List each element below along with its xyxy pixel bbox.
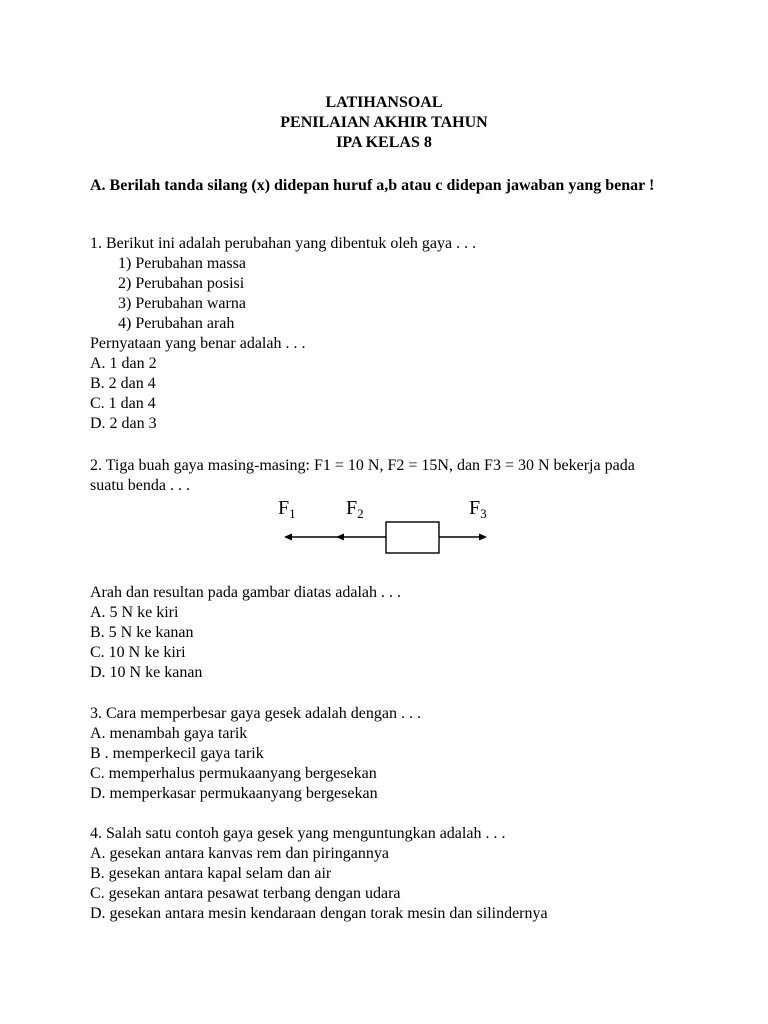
question-4-stem: 4. Salah satu contoh gaya gesek yang menguntungkan adalah . . . — [90, 825, 506, 842]
question-1 — [90, 234, 690, 434]
question-4 — [90, 824, 690, 924]
question-1-item: 2) Perubahan posisi — [118, 275, 245, 292]
question-4-option-d: D. gesekan antara mesin kendaraan dengan torak mesin dan silindernya — [90, 905, 548, 922]
force-diagram — [270, 492, 500, 562]
object-box — [386, 522, 439, 553]
question-2-prompt: Arah dan resultan pada gambar diatas adalah . . . — [90, 584, 401, 601]
question-1-option-a: A. 1 dan 2 — [90, 355, 157, 372]
force-label-f2: $F_2$ — [346, 497, 364, 521]
question-3-option-a: A. menambah gaya tarik — [90, 725, 248, 742]
force-label-f3: $F_3$ — [469, 497, 487, 521]
question-1-option-c: C. 1 dan 4 — [90, 395, 156, 412]
question-1-item: 3) Perubahan warna — [118, 295, 246, 312]
question-1-prompt: Pernyataan yang benar adalah . . . — [90, 335, 306, 352]
question-2 — [90, 456, 690, 496]
question-2-option-d: D. 10 N ke kanan — [90, 664, 203, 681]
title-line-3: IPA KELAS 8 — [336, 134, 432, 151]
arrowhead-f2 — [336, 534, 344, 541]
question-2-option-a: A. 5 N ke kiri — [90, 604, 179, 621]
question-1-item: 4) Perubahan arah — [118, 315, 235, 332]
question-4-option-b: B. gesekan antara kapal selam dan air — [90, 865, 332, 882]
question-2-option-b: B. 5 N ke kanan — [90, 624, 194, 641]
question-1-item: 1) Perubahan massa — [118, 255, 246, 272]
question-3-option-d: D. memperkasar permukaanyang bergesekan — [90, 785, 378, 802]
question-3-stem: 3. Cara memperbesar gaya gesek adalah dengan . . . — [90, 705, 421, 722]
question-2-answers — [90, 583, 690, 683]
section-instruction: A. Berilah tanda silang (x) didepan huruf a,b atau c didepan jawaban yang benar ! — [90, 177, 655, 194]
question-1-option-d: D. 2 dan 3 — [90, 415, 157, 432]
question-3 — [90, 704, 690, 804]
question-2-stem-line-2: suatu benda . . . — [90, 477, 190, 494]
question-2-option-c: C. 10 N ke kiri — [90, 644, 186, 661]
arrowhead-f3 — [479, 534, 487, 541]
question-3-option-c: C. memperhalus permukaanyang bergesekan — [90, 765, 377, 782]
force-label-f1: $F_1$ — [278, 497, 296, 521]
question-3-option-b: B . memperkecil gaya tarik — [90, 745, 264, 762]
question-1-option-b: B. 2 dan 4 — [90, 375, 156, 392]
document-title — [0, 93, 768, 153]
question-2-stem-line-1: 2. Tiga buah gaya masing-masing: F1 = 10 N, F2 = 15N, dan F3 = 30 N bekerja pada — [90, 457, 635, 474]
question-4-option-c: C. gesekan antara pesawat terbang dengan udara — [90, 885, 401, 902]
title-line-1: LATIHANSOAL — [325, 94, 443, 111]
title-line-2: PENILAIAN AKHIR TAHUN — [280, 114, 488, 131]
question-4-option-a: A. gesekan antara kanvas rem dan piringannya — [90, 845, 389, 862]
arrowhead-f1 — [284, 534, 292, 541]
question-1-stem: 1. Berikut ini adalah perubahan yang dibentuk oleh gaya . . . — [90, 235, 477, 252]
